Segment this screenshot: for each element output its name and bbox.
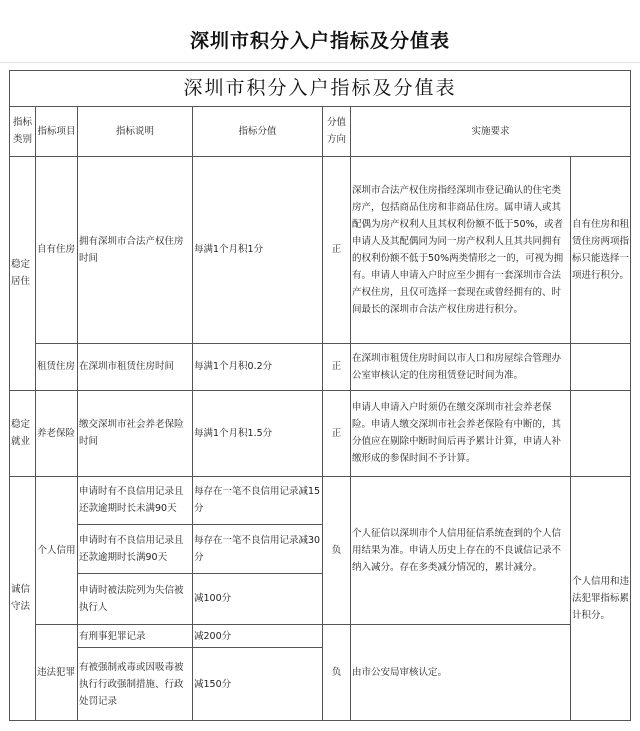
category-employment: 稳定就业 bbox=[10, 390, 36, 476]
desc-credit-1: 申请时有不良信用记录且还款逾期时长未满90天 bbox=[78, 476, 193, 524]
item-personal-credit: 个人信用 bbox=[36, 476, 78, 624]
title-divider bbox=[0, 62, 640, 63]
direction-own-housing: 正 bbox=[323, 156, 351, 343]
desc-crime-2: 有被强制戒毒或因吸毒被执行行政强制措施、行政处罚记录 bbox=[78, 648, 193, 721]
score-credit-2: 每存在一笔不良信用记录减30分 bbox=[193, 524, 323, 573]
note-pension-empty bbox=[571, 390, 631, 476]
page-title: 深圳市积分入户指标及分值表 bbox=[189, 30, 450, 52]
points-table bbox=[9, 70, 631, 721]
item-crime: 违法犯罪 bbox=[36, 624, 78, 720]
score-own-housing: 每满1个月积1分 bbox=[193, 156, 323, 343]
header-direction: 分值方向 bbox=[323, 106, 351, 156]
desc-credit-2: 申请时有不良信用记录且还款逾期时长满90天 bbox=[78, 524, 193, 573]
table-caption: 深圳市积分入户指标及分值表 bbox=[10, 71, 631, 107]
table-caption-row bbox=[10, 71, 631, 107]
score-credit-1: 每存在一笔不良信用记录减15分 bbox=[193, 476, 323, 524]
table-row bbox=[10, 390, 631, 476]
category-credit: 诚信守法 bbox=[10, 476, 36, 720]
impl-own-housing: 深圳市合法产权住房指经深圳市登记确认的住宅类房产，包括商品住房和非商品住房。属申请人或其配偶为房产权利人且其权利份额不低于50%，或者申请人及其配偶同为同一房产权利人且其共同拥有的权利份额不低于50%两类情形之一的，可视为拥有。申请人申请入户时应至少拥有一套深圳市合法产权住房，且仅可选择一套现在或曾经拥有的、时间最长的深圳市合法产权住房进行积分。 bbox=[351, 156, 571, 343]
desc-crime-1: 有刑事犯罪记录 bbox=[78, 624, 193, 648]
impl-pension: 申请人申请入户时须仍在缴交深圳市社会养老保险。申请人缴交深圳市社会养老保险有中断的，其分值应在剔除中断时间后再予累计计算，申请人补缴形成的参保时间不予计算。 bbox=[351, 390, 571, 476]
direction-personal-credit: 负 bbox=[323, 476, 351, 624]
header-item: 指标项目 bbox=[36, 106, 78, 156]
item-own-housing: 自有住房 bbox=[36, 156, 78, 343]
table-row bbox=[10, 343, 631, 390]
note-rent-housing-empty bbox=[571, 343, 631, 390]
category-housing: 稳定居住 bbox=[10, 156, 36, 390]
direction-pension: 正 bbox=[323, 390, 351, 476]
direction-rent-housing: 正 bbox=[323, 343, 351, 390]
note-credit: 个人信用和违法犯罪指标累计积分。 bbox=[571, 476, 631, 720]
table-row bbox=[10, 624, 631, 648]
header-desc: 指标说明 bbox=[78, 106, 193, 156]
header-score: 指标分值 bbox=[193, 106, 323, 156]
score-crime-1: 减200分 bbox=[193, 624, 323, 648]
desc-pension: 缴交深圳市社会养老保险时间 bbox=[78, 390, 193, 476]
item-rent-housing: 租赁住房 bbox=[36, 343, 78, 390]
direction-crime: 负 bbox=[323, 624, 351, 720]
score-crime-2: 减150分 bbox=[193, 648, 323, 721]
header-category: 指标类别 bbox=[10, 106, 36, 156]
score-rent-housing: 每满1个月积0.2分 bbox=[193, 343, 323, 390]
table-row bbox=[10, 476, 631, 524]
score-credit-3: 减100分 bbox=[193, 573, 323, 624]
header-impl: 实施要求 bbox=[351, 106, 631, 156]
impl-crime: 由市公安局审核认定。 bbox=[351, 624, 571, 720]
impl-personal-credit: 个人征信以深圳市个人信用征信系统查到的个人信用结果为准。申请人历史上存在的不良诚信记录不纳入减分。存在多类减分情况的，累计减分。 bbox=[351, 476, 571, 624]
item-pension: 养老保险 bbox=[36, 390, 78, 476]
desc-rent-housing: 在深圳市租赁住房时间 bbox=[78, 343, 193, 390]
note-housing: 自有住房和租赁住房两项指标只能选择一项进行积分。 bbox=[571, 156, 631, 343]
table-header-row bbox=[10, 106, 631, 156]
impl-rent-housing: 在深圳市租赁住房时间以市人口和房屋综合管理办公室审核认定的住房租赁登记时间为准。 bbox=[351, 343, 571, 390]
desc-own-housing: 拥有深圳市合法产权住房时间 bbox=[78, 156, 193, 343]
desc-credit-3: 申请时被法院列为失信被执行人 bbox=[78, 573, 193, 624]
table-row bbox=[10, 156, 631, 343]
score-pension: 每满1个月积1.5分 bbox=[193, 390, 323, 476]
